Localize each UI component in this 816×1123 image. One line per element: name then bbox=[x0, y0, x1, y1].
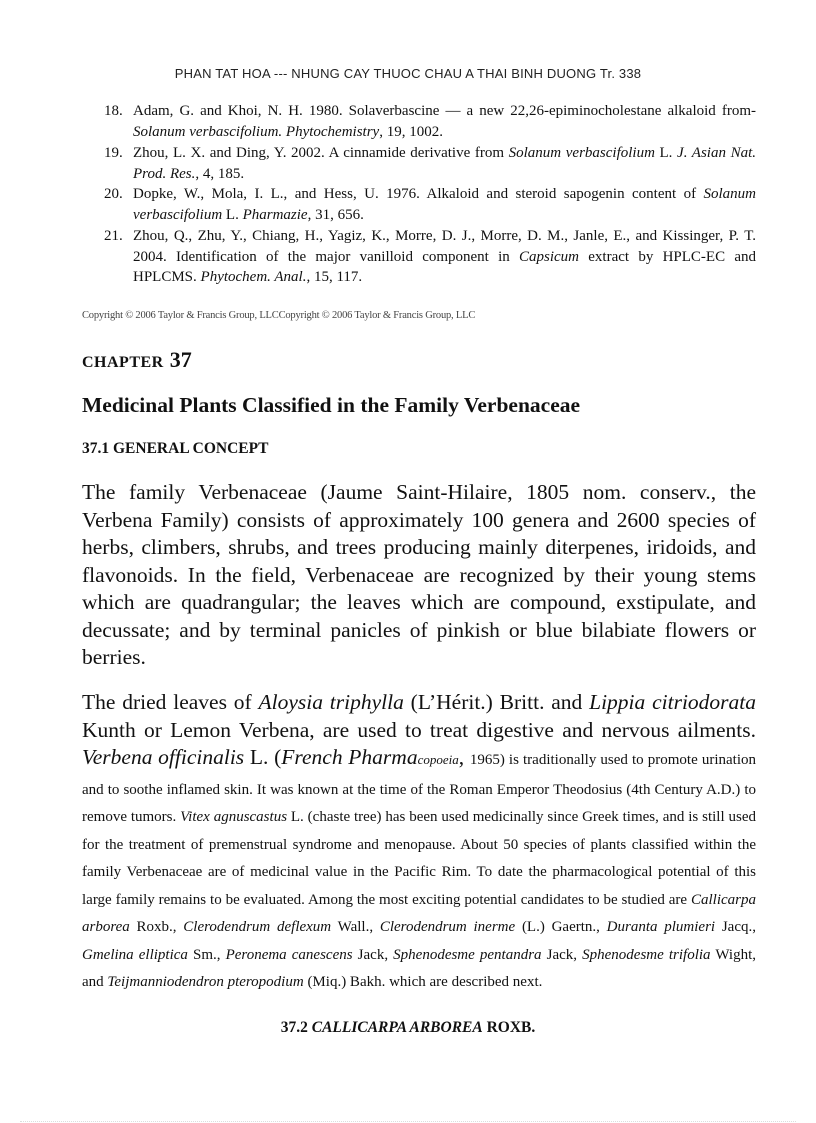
italic-text: Clerodendrum inerme bbox=[379, 919, 516, 935]
text-run: Roxb., bbox=[129, 919, 184, 935]
page-bottom-rule bbox=[20, 1121, 796, 1122]
section-heading-callicarpa bbox=[0, 1019, 816, 1037]
italic-text: Pharmazie bbox=[242, 206, 308, 223]
reference-item bbox=[104, 143, 756, 184]
italic-text: Teijmanniodendron pteropodium bbox=[107, 974, 304, 990]
reference-number: 21. bbox=[104, 228, 123, 244]
reference-item bbox=[104, 184, 756, 225]
text-run: Zhou, L. X. and Ding, Y. 2002. A cinnamide derivative from bbox=[133, 145, 509, 161]
italic-text: Peronema canescens bbox=[225, 946, 353, 963]
text-run: L. ( bbox=[244, 745, 282, 769]
italic-text: Lippia citriodorata bbox=[589, 690, 757, 714]
reference-item bbox=[104, 226, 756, 288]
section-number: 37.2 bbox=[280, 1019, 312, 1036]
text-run: , 15, 117. bbox=[306, 269, 363, 285]
text-run: Jacq., bbox=[715, 919, 756, 935]
text-run: Kunth or Lemon Verbena, are used to treat digestive and nervous ailments. bbox=[82, 717, 756, 742]
text-run: , 19, 1002. bbox=[379, 123, 443, 140]
italic-text: Capsicum bbox=[519, 248, 580, 265]
chapter-number: 37 bbox=[169, 347, 192, 372]
reference-number: 20. bbox=[104, 186, 123, 202]
italic-text: Duranta plumieri bbox=[606, 919, 716, 935]
paragraph-uses bbox=[82, 689, 756, 994]
italic-text: copoeia bbox=[417, 752, 459, 767]
italic-text: French Pharma bbox=[281, 745, 418, 769]
text-run: Jack, bbox=[541, 946, 583, 963]
text-run: The dried leaves of bbox=[82, 690, 259, 714]
text-run: (Miq.) Bakh. which are described next. bbox=[303, 974, 543, 990]
italic-text: Sphenodesme pentandra bbox=[393, 946, 542, 963]
italic-text: Aloysia triphylla bbox=[258, 690, 404, 714]
section-species-name: CALLICARPA ARBOREA bbox=[311, 1019, 483, 1036]
text-run: , 31, 656. bbox=[307, 206, 364, 223]
italic-text: Solanum verbascifolium. Phytochemistry bbox=[133, 123, 380, 140]
italic-text: Solanum verbascifolium bbox=[133, 186, 756, 223]
italic-text: J. Asian Nat. Prod. Res. bbox=[133, 145, 756, 182]
text-run: Sm., bbox=[187, 946, 226, 963]
text-run: Dopke, W., Mola, I. L., and Hess, U. 1976. Alkaloid and steroid sapogenin content of bbox=[133, 186, 704, 202]
reference-number: 18. bbox=[104, 103, 123, 119]
italic-text: Phytochem. Anal. bbox=[200, 269, 307, 285]
italic-text: Clerodendrum deflexum bbox=[183, 919, 332, 935]
paragraph-uses-small-text bbox=[82, 752, 756, 990]
text-run: , bbox=[458, 745, 465, 769]
text-run: (L’Hérit.) Britt. and bbox=[403, 690, 590, 714]
italic-text: Verbena officinalis bbox=[82, 745, 245, 769]
text-run: Wall., bbox=[331, 919, 380, 935]
text-run: Jack, bbox=[352, 946, 394, 963]
text-run: L. bbox=[222, 206, 243, 223]
copyright-notice: Copyright © 2006 Taylor & Francis Group, LLCCopyright © 2006 Taylor & Francis Group, LLC bbox=[82, 310, 476, 321]
text-run: Wight, and bbox=[82, 946, 757, 990]
italic-text: Sphenodesme trifolia bbox=[582, 946, 711, 963]
reference-text bbox=[133, 184, 756, 225]
text-run: , 4, 185. bbox=[195, 165, 245, 182]
chapter-label: CHAPTER bbox=[82, 354, 164, 371]
text-run: extract by HPLC-EC and HPLCMS. bbox=[133, 248, 756, 285]
italic-text: Vitex agnuscastus bbox=[180, 809, 288, 825]
text-run: Adam, G. and Khoi, N. H. 1980. Solaverbascine — a new 22,26-epiminocholestane alkaloid from- bbox=[133, 103, 756, 119]
italic-text: Gmelina elliptica bbox=[82, 946, 188, 963]
reference-text bbox=[133, 143, 756, 184]
text-run: Zhou, Q., Zhu, Y., Chiang, H., Yagiz, K., Morre, D. J., Morre, D. M., Janle, E., and Kissinger, P. T. 2004. Identification of the major vanilloid component in bbox=[133, 228, 756, 265]
text-run: 1965) is traditionally used to promote urination and to soothe inflamed skin. It was known at the time of the Roman Emperor Theodosius (4th Century A.D.) to remove tumors. bbox=[82, 752, 757, 825]
section-heading-general-concept: 37.1 GENERAL CONCEPT bbox=[82, 440, 269, 457]
section-author: ROXB. bbox=[482, 1019, 536, 1036]
chapter-heading bbox=[82, 347, 192, 373]
italic-text: Callicarpa arborea bbox=[82, 891, 756, 935]
text-run: L. (chaste tree) has been used medicinally since Greek times, and is still used for the treatment of premenstrual syndrome and menopause. About 50 species of plants classified within the family Verbenaceae are of medicinal value in the Pacific Rim. To date the pharmacological potential of this large family remains to be evaluated. Among the most exciting potential candidates to be studied are bbox=[82, 809, 756, 908]
paragraph-intro: The family Verbenaceae (Jaume Saint-Hilaire, 1805 nom. conserv., the Verbena Family) consists of approximately 100 genera and 2600 species of herbs, climbers, shrubs, and trees producing mainly diterpenes, iridoids, and flavonoids. In the field, Verbenaceae are recognized by their young stems which are quadrangular; the leaves which are compound, exstipulate, and decussate; and by terminal panicles of pinkish or blue bilabiate flowers or berries. bbox=[82, 480, 756, 669]
reference-number: 19. bbox=[104, 145, 123, 161]
reference-text bbox=[133, 101, 756, 142]
text-run: L. bbox=[654, 145, 678, 161]
chapter-title: Medicinal Plants Classified in the Family Verbenaceae bbox=[82, 393, 581, 417]
reference-text bbox=[133, 226, 756, 288]
text-run: (L.) Gaertn., bbox=[515, 919, 607, 935]
italic-text: Solanum verbascifolium bbox=[508, 145, 655, 161]
running-header: PHAN TAT HOA --- NHUNG CAY THUOC CHAU A THAI BINH DUONG Tr. 338 bbox=[174, 66, 642, 81]
reference-item bbox=[104, 101, 756, 142]
